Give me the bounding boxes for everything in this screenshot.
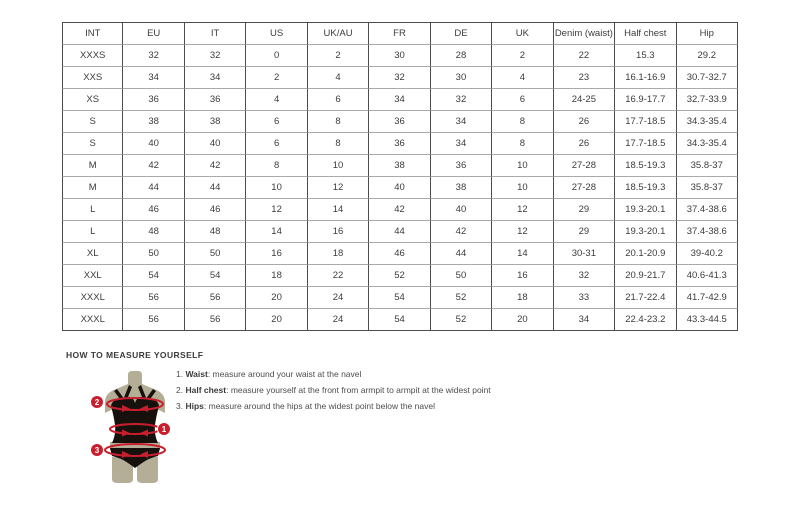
table-cell: 56	[185, 309, 246, 331]
table-cell: 44	[369, 221, 430, 243]
table-row	[62, 133, 738, 155]
table-cell: 39-40.2	[677, 243, 738, 265]
table-cell: 38	[123, 111, 184, 133]
table-cell: 29.2	[677, 45, 738, 67]
table-cell: 34	[431, 133, 492, 155]
table-cell: 54	[185, 265, 246, 287]
table-cell: 22	[554, 45, 615, 67]
column-header-uk-au: UK/AU	[308, 22, 369, 45]
table-cell: 16.9-17.7	[615, 89, 676, 111]
table-cell: 10	[492, 177, 553, 199]
table-cell: 46	[123, 199, 184, 221]
table-cell: 8	[308, 133, 369, 155]
table-cell: 29	[554, 199, 615, 221]
table-cell: 17.7-18.5	[615, 111, 676, 133]
table-cell: 40	[431, 199, 492, 221]
table-cell: 18	[492, 287, 553, 309]
table-cell: 36	[369, 111, 430, 133]
table-cell: 42	[123, 155, 184, 177]
column-header-denim-waist-: Denim (waist)	[554, 22, 615, 45]
table-cell: L	[62, 199, 123, 221]
table-cell: 56	[123, 287, 184, 309]
table-cell: 36	[123, 89, 184, 111]
table-cell: 52	[431, 287, 492, 309]
table-cell: 48	[123, 221, 184, 243]
table-cell: 40	[123, 133, 184, 155]
table-cell: 0	[246, 45, 307, 67]
table-cell: 15.3	[615, 45, 676, 67]
column-header-fr: FR	[369, 22, 430, 45]
table-row	[62, 67, 738, 89]
table-cell: 8	[492, 133, 553, 155]
table-cell: 35.8-37	[677, 155, 738, 177]
table-cell: 50	[431, 265, 492, 287]
measure-step-label: Waist	[185, 369, 208, 379]
measure-step	[176, 382, 491, 398]
table-cell: 22	[308, 265, 369, 287]
table-cell: 46	[185, 199, 246, 221]
table-cell: 20	[246, 309, 307, 331]
table-cell: 40	[369, 177, 430, 199]
table-cell: XXS	[62, 67, 123, 89]
table-cell: 56	[123, 309, 184, 331]
table-cell: 18	[308, 243, 369, 265]
table-cell: 10	[246, 177, 307, 199]
table-cell: 26	[554, 133, 615, 155]
table-cell: 43.3-44.5	[677, 309, 738, 331]
table-cell: 34	[431, 111, 492, 133]
table-cell: 44	[431, 243, 492, 265]
column-header-uk: UK	[492, 22, 553, 45]
table-cell: 14	[308, 199, 369, 221]
table-cell: L	[62, 221, 123, 243]
table-cell: 24-25	[554, 89, 615, 111]
size-chart-table	[62, 22, 738, 331]
table-row	[62, 243, 738, 265]
table-cell: XXXL	[62, 287, 123, 309]
table-cell: 16.1-16.9	[615, 67, 676, 89]
column-header-int: INT	[62, 22, 123, 45]
table-cell: 4	[492, 67, 553, 89]
table-cell: 54	[123, 265, 184, 287]
table-cell: 22.4-23.2	[615, 309, 676, 331]
table-cell: 18	[246, 265, 307, 287]
measure-step-number: 1.	[176, 369, 184, 379]
table-row	[62, 287, 738, 309]
table-cell: 50	[123, 243, 184, 265]
badge-3-number: 3	[94, 446, 100, 455]
table-row	[62, 309, 738, 331]
table-cell: 52	[431, 309, 492, 331]
table-cell: 14	[246, 221, 307, 243]
table-cell: S	[62, 133, 123, 155]
measure-step-number: 2.	[176, 385, 184, 395]
table-cell: 35.8-37	[677, 177, 738, 199]
table-cell: 38	[431, 177, 492, 199]
table-cell: 44	[123, 177, 184, 199]
table-cell: 2	[308, 45, 369, 67]
table-cell: 40.6-41.3	[677, 265, 738, 287]
size-chart-body	[62, 45, 738, 331]
table-cell: 38	[185, 111, 246, 133]
table-cell: 46	[369, 243, 430, 265]
measure-step-text: : measure around your waist at the navel	[207, 369, 362, 379]
table-cell: 21.7-22.4	[615, 287, 676, 309]
table-cell: 32	[123, 45, 184, 67]
table-cell: 50	[185, 243, 246, 265]
table-cell: 36	[431, 155, 492, 177]
table-cell: 48	[185, 221, 246, 243]
table-cell: 32	[185, 45, 246, 67]
table-cell: 12	[492, 199, 553, 221]
column-header-de: DE	[431, 22, 492, 45]
table-cell: 10	[492, 155, 553, 177]
table-cell: 40	[185, 133, 246, 155]
table-cell: 19.3-20.1	[615, 221, 676, 243]
table-cell: 20	[246, 287, 307, 309]
table-cell: 27-28	[554, 155, 615, 177]
badge-2-number: 2	[94, 398, 100, 407]
column-header-us: US	[246, 22, 307, 45]
measure-step	[176, 398, 491, 414]
table-cell: XL	[62, 243, 123, 265]
table-cell: 8	[246, 155, 307, 177]
table-cell: 8	[492, 111, 553, 133]
table-cell: M	[62, 155, 123, 177]
table-cell: 20.1-20.9	[615, 243, 676, 265]
table-cell: 6	[492, 89, 553, 111]
measure-step-label: Half chest	[185, 385, 227, 395]
table-cell: XXXL	[62, 309, 123, 331]
table-cell: 14	[492, 243, 553, 265]
header-row	[62, 22, 738, 45]
table-cell: 41.7-42.9	[677, 287, 738, 309]
table-cell: 32.7-33.9	[677, 89, 738, 111]
table-cell: 23	[554, 67, 615, 89]
table-cell: 20	[492, 309, 553, 331]
table-cell: 16	[492, 265, 553, 287]
table-row	[62, 45, 738, 67]
table-cell: 36	[369, 133, 430, 155]
table-cell: 30.7-32.7	[677, 67, 738, 89]
table-cell: 16	[308, 221, 369, 243]
table-cell: 42	[369, 199, 430, 221]
table-cell: 2	[246, 67, 307, 89]
table-row	[62, 177, 738, 199]
table-cell: 12	[308, 177, 369, 199]
measure-step-number: 3.	[176, 401, 184, 411]
table-cell: 12	[246, 199, 307, 221]
table-row	[62, 265, 738, 287]
size-chart-header	[62, 22, 738, 45]
table-cell: 6	[246, 133, 307, 155]
measure-step-label: Hips	[185, 401, 204, 411]
table-cell: 24	[308, 287, 369, 309]
measure-step	[176, 366, 491, 382]
table-cell: 36	[185, 89, 246, 111]
table-cell: XXL	[62, 265, 123, 287]
table-cell: 18.5-19.3	[615, 177, 676, 199]
column-header-it: IT	[185, 22, 246, 45]
table-cell: 10	[308, 155, 369, 177]
table-cell: 19.3-20.1	[615, 199, 676, 221]
table-cell: 4	[308, 67, 369, 89]
table-row	[62, 89, 738, 111]
table-cell: 34	[123, 67, 184, 89]
table-cell: 20.9-21.7	[615, 265, 676, 287]
table-cell: 52	[369, 265, 430, 287]
table-cell: 2	[492, 45, 553, 67]
table-cell: XXXS	[62, 45, 123, 67]
table-cell: 12	[492, 221, 553, 243]
table-cell: XS	[62, 89, 123, 111]
table-row	[62, 111, 738, 133]
column-header-half-chest: Half chest	[615, 22, 676, 45]
table-cell: 34.3-35.4	[677, 111, 738, 133]
table-cell: 37.4-38.6	[677, 221, 738, 243]
table-cell: 32	[369, 67, 430, 89]
table-row	[62, 155, 738, 177]
table-cell: 28	[431, 45, 492, 67]
table-cell: 34	[369, 89, 430, 111]
table-cell: 4	[246, 89, 307, 111]
table-cell: 6	[308, 89, 369, 111]
table-cell: 37.4-38.6	[677, 199, 738, 221]
table-cell: 38	[369, 155, 430, 177]
table-cell: 34	[185, 67, 246, 89]
table-row	[62, 221, 738, 243]
table-cell: 44	[185, 177, 246, 199]
table-cell: 34.3-35.4	[677, 133, 738, 155]
table-cell: 6	[246, 111, 307, 133]
table-cell: 30	[369, 45, 430, 67]
column-header-hip: Hip	[677, 22, 738, 45]
table-cell: 56	[185, 287, 246, 309]
badge-1-number: 1	[161, 425, 167, 434]
table-cell: 42	[431, 221, 492, 243]
table-cell: 34	[554, 309, 615, 331]
table-cell: 32	[431, 89, 492, 111]
table-cell: 17.7-18.5	[615, 133, 676, 155]
table-row	[62, 199, 738, 221]
table-cell: 8	[308, 111, 369, 133]
table-cell: 32	[554, 265, 615, 287]
measure-step-text: : measure yourself at the front from armpit to armpit at the widest point	[226, 385, 491, 395]
measure-step-text: : measure around the hips at the widest point below the navel	[203, 401, 435, 411]
table-cell: 29	[554, 221, 615, 243]
table-cell: 54	[369, 287, 430, 309]
table-cell: M	[62, 177, 123, 199]
column-header-eu: EU	[123, 22, 184, 45]
table-cell: 30-31	[554, 243, 615, 265]
table-cell: 24	[308, 309, 369, 331]
measure-steps-list	[176, 366, 491, 414]
table-cell: 16	[246, 243, 307, 265]
table-cell: 54	[369, 309, 430, 331]
table-cell: 42	[185, 155, 246, 177]
table-cell: 27-28	[554, 177, 615, 199]
table-cell: 26	[554, 111, 615, 133]
table-cell: 18.5-19.3	[615, 155, 676, 177]
table-cell: 30	[431, 67, 492, 89]
table-cell: S	[62, 111, 123, 133]
table-cell: 33	[554, 287, 615, 309]
how-to-measure-title: HOW TO MEASURE YOURSELF	[66, 350, 204, 360]
